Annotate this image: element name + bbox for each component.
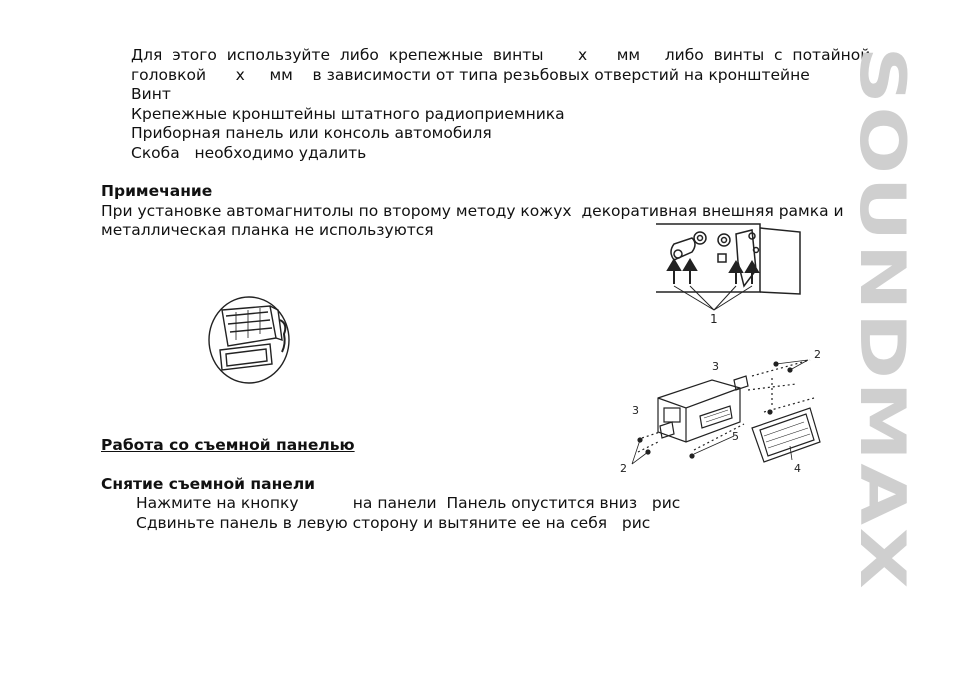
- text-line-6: Скоба необходимо удалить: [131, 144, 367, 162]
- note-heading: Примечание: [101, 182, 213, 200]
- note-line-2: металлическая планка не используются: [101, 221, 434, 239]
- brand-text: SOUNDMAX: [846, 46, 919, 472]
- section-heading: Работа со съемной панелью: [101, 436, 355, 454]
- figure-label-5: 5: [732, 430, 739, 443]
- note-line-1: При установке автомагнитолы по второму методу кожух декоративная внешняя рамка и: [101, 202, 844, 220]
- figure-label-3b: 3: [632, 404, 639, 417]
- sub-heading: Снятие съемной панели: [101, 475, 316, 493]
- text-line-2: головкой х мм в зависимости от типа резьбовых отверстий на кронштейне: [131, 66, 810, 84]
- text-line-5: Приборная панель или консоль автомобиля: [131, 124, 492, 142]
- text-line-4: Крепежные кронштейны штатного радиоприемника: [131, 105, 565, 123]
- figure-label-2a: 2: [814, 348, 821, 361]
- sub-line-1: Нажмите на кнопку на панели Панель опустится вниз рис: [136, 494, 681, 512]
- figure-label-3a: 3: [712, 360, 719, 373]
- brand-logo: [846, 44, 919, 594]
- figure-label-2b: 2: [620, 462, 627, 475]
- exploded-figure: [614, 346, 828, 478]
- bracket-figure: [652, 222, 804, 328]
- sub-line-2: Сдвиньте панель в левую сторону и вытяните ее на себя рис: [136, 514, 651, 532]
- text-line-3: Винт: [131, 85, 171, 103]
- text-line-1: Для этого используйте либо крепежные винты х мм либо винты с потайной: [131, 46, 871, 64]
- figure-label-4: 4: [794, 462, 801, 475]
- figure-label-1: 1: [710, 312, 718, 326]
- radio-oval-figure: [206, 294, 292, 386]
